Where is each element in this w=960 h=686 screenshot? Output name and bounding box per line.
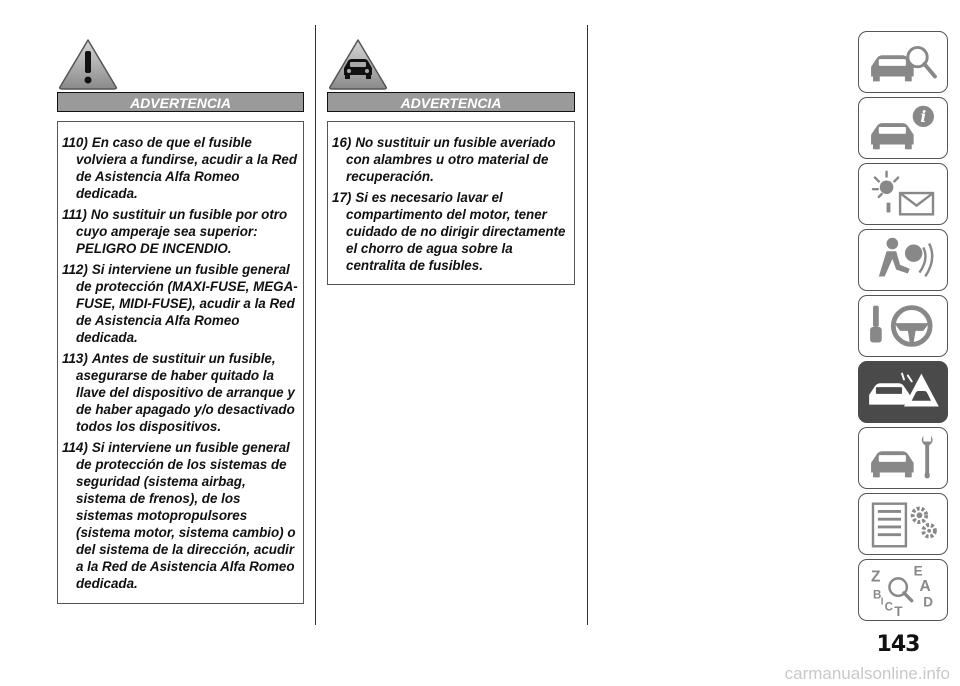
right-warning-header: ADVERTENCIA (327, 92, 575, 112)
warning-item-number: 110) (62, 135, 88, 150)
warning-item-text: Si interviene un fusible general de protección (MAXI-FUSE, MEGA-FUSE, MIDI-FUSE), acudir a la Red de Asistencia Alfa Romeo dedicada. (76, 262, 298, 345)
svg-text:D: D (923, 594, 934, 610)
technical-data-icon (859, 494, 947, 554)
steering-wheel-key-icon (859, 296, 947, 356)
tab-car-search[interactable] (858, 31, 948, 93)
warning-item (62, 206, 299, 257)
warning-light-message-icon (859, 164, 947, 224)
warning-item (332, 134, 570, 185)
svg-text:A: A (919, 577, 931, 595)
left-warning-box (57, 121, 304, 604)
warning-item-number: 17) (332, 190, 352, 205)
svg-text:Z: Z (871, 568, 881, 586)
warning-exclamation-icon (57, 37, 119, 91)
warning-item (62, 134, 299, 202)
car-maintenance-icon (859, 428, 947, 488)
column-divider-left (315, 25, 316, 625)
warning-item-number: 114) (62, 440, 88, 455)
warning-item-text: Si es necesario lavar el compartimento del motor, tener cuidado de no dirigir directamente el chorro de agua sobre la centralita de fusibles. (346, 190, 566, 273)
watermark: carmanualsonline.info (784, 664, 950, 683)
warning-item (62, 439, 299, 592)
alphabetical-index-icon (859, 560, 947, 620)
warning-car-icon (327, 37, 389, 91)
warning-item-number: 111) (62, 207, 87, 222)
airbag-safety-icon (859, 230, 947, 290)
tab-technical-data[interactable] (858, 493, 948, 555)
warning-item (62, 261, 299, 346)
page-number: 143 (876, 632, 920, 657)
warning-item (332, 189, 570, 274)
car-emergency-icon (859, 362, 947, 422)
svg-text:E: E (913, 563, 923, 579)
warning-item (62, 350, 299, 435)
svg-text:I: I (880, 596, 884, 608)
tab-car-info[interactable] (858, 97, 948, 159)
tab-emergency[interactable] (858, 361, 948, 423)
tab-airbag-safety[interactable] (858, 229, 948, 291)
warning-item-text: No sustituir un fusible averiado con alambres u otro material de recuperación. (346, 135, 556, 184)
svg-text:B: B (873, 588, 882, 602)
warning-item-text: En caso de que el fusible volviera a fundirse, acudir a la Red de Asistencia Alfa Romeo dedicada. (76, 135, 298, 201)
column-divider-right (587, 25, 588, 625)
svg-text:i: i (920, 107, 927, 127)
warning-item-text: Antes de sustituir un fusible, asegurarse de haber quitado la llave del dispositivo de arranque y de haber apagado y/o desactivado todos los dispositivos. (76, 351, 295, 434)
warning-item-number: 112) (62, 262, 88, 277)
tab-maintenance[interactable] (858, 427, 948, 489)
right-warning-box (327, 121, 575, 285)
warning-item-number: 113) (62, 351, 88, 366)
tab-warning-lights[interactable] (858, 163, 948, 225)
car-search-icon (859, 32, 947, 92)
warning-item-number: 16) (332, 135, 352, 150)
svg-text:T: T (894, 604, 903, 620)
car-info-icon (859, 98, 947, 158)
tab-starting-driving[interactable] (858, 295, 948, 357)
left-warning-header: ADVERTENCIA (57, 92, 304, 112)
tab-alphabetical-index[interactable] (858, 559, 948, 621)
warning-item-text: Si interviene un fusible general de protección de los sistemas de seguridad (sistema airbag, sistema de frenos), de los sistemas motopropulsores (sistema motor, sistema cambio) o del sistema de la dirección, acudir a la Red de Asistencia Alfa Romeo dedicada. (76, 440, 296, 591)
svg-text:C: C (884, 600, 894, 614)
warning-item-text: No sustituir un fusible por otro cuyo amperaje sea superior: PELIGRO DE INCENDIO. (76, 207, 288, 256)
